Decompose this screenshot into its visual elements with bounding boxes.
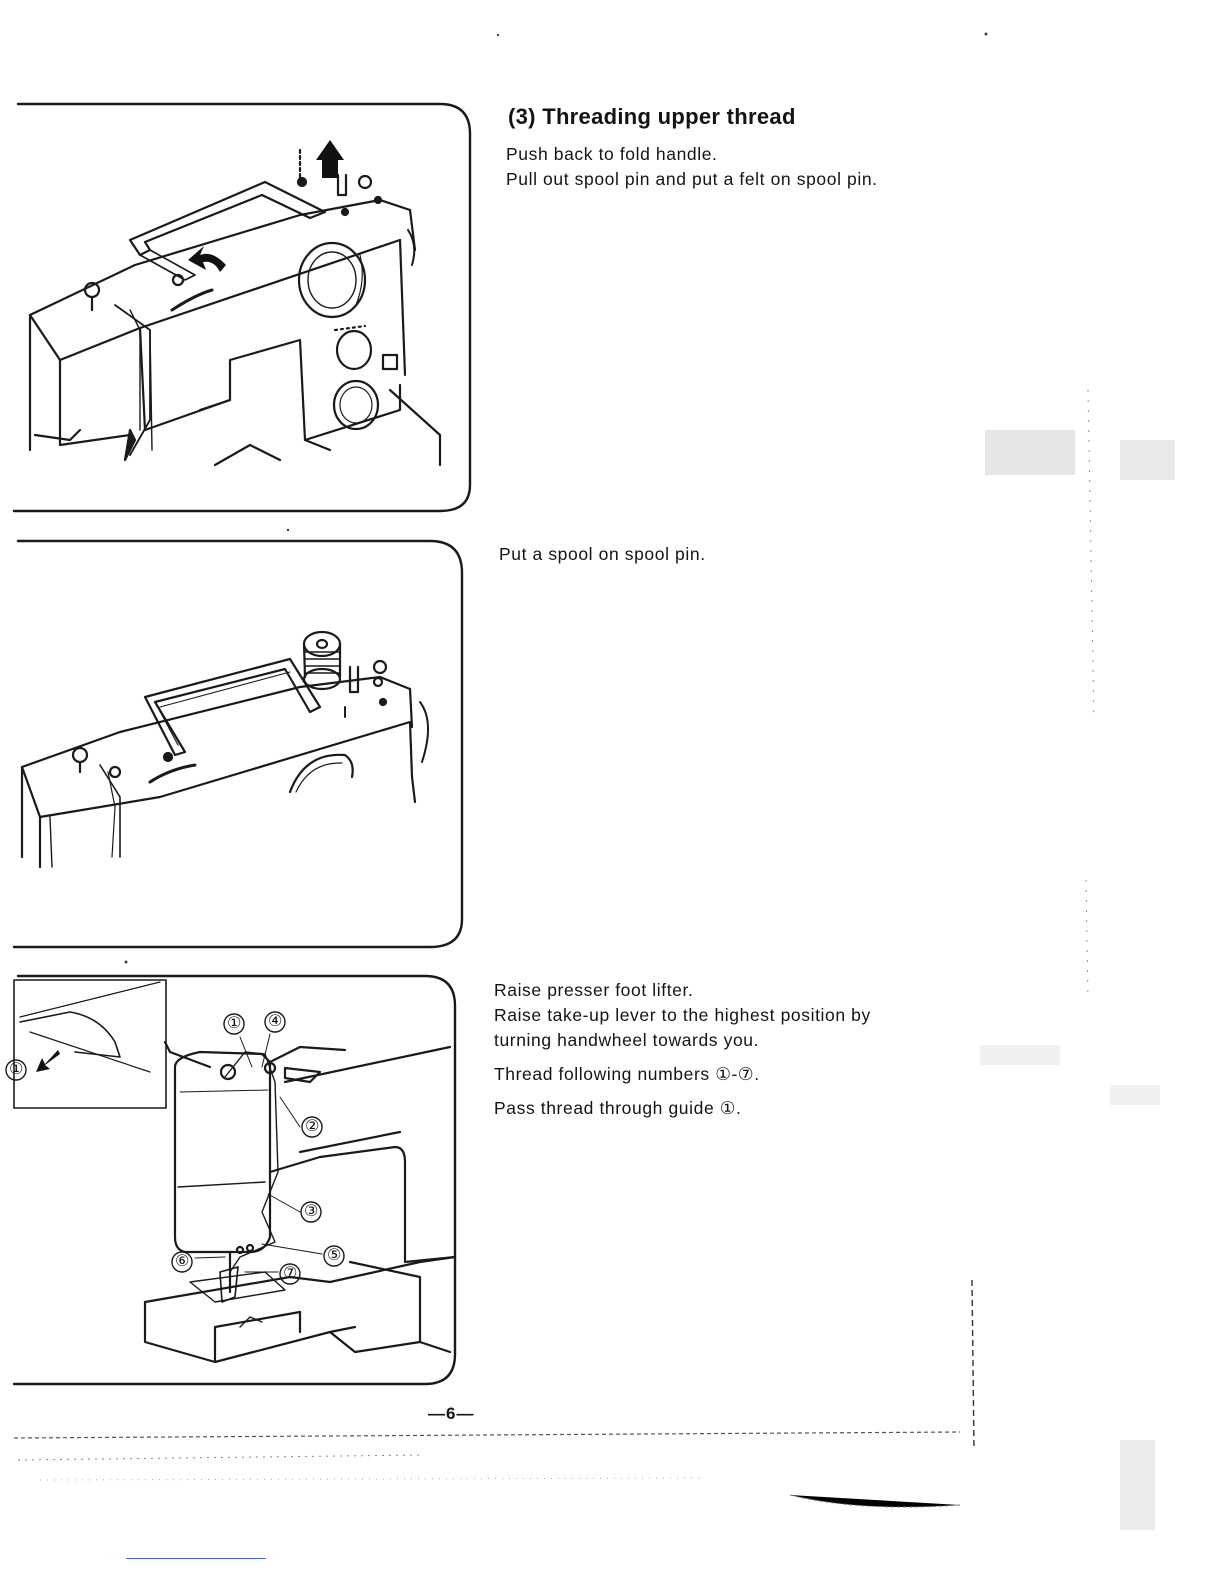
arrow-up-icon: [316, 140, 344, 178]
callout-2: ②: [305, 1118, 320, 1135]
scan-edge-line: [126, 1558, 266, 1559]
section-heading: (3) Threading upper thread: [508, 104, 796, 129]
handwheel: [299, 243, 365, 317]
arrow-down-left-icon: [36, 1050, 60, 1072]
step-3-line-2: Raise take-up lever to the highest position by: [494, 1005, 871, 1025]
callout-7: ⑦: [283, 1265, 298, 1282]
step-3-line-1: Raise presser foot lifter.: [494, 980, 694, 1000]
inset-callout-1: ①: [9, 1061, 24, 1078]
step-1-line-2: Pull out spool pin and put a felt on spool pin.: [506, 169, 878, 189]
step-3-guide: Pass thread through guide ①.: [494, 1098, 742, 1118]
illustration-spool: [0, 537, 470, 955]
step-2-text: [499, 542, 706, 567]
callout-4: ④: [268, 1013, 283, 1030]
panel-frame: [14, 541, 462, 947]
step-2-line-1: Put a spool on spool pin.: [499, 544, 706, 564]
step-3-thread-numbers: Thread following numbers ①-⑦.: [494, 1064, 760, 1084]
callout-1: ①: [227, 1015, 242, 1032]
illustration-thread-path: [0, 972, 460, 1392]
illustration-fold-handle: [0, 100, 475, 515]
arrow-curved-left-icon: [188, 246, 226, 272]
callout-3: ③: [304, 1203, 319, 1220]
page-number: —6—: [428, 1404, 475, 1423]
callout-5: ⑤: [327, 1247, 342, 1264]
step-3-line-3: turning handwheel towards you.: [494, 1030, 760, 1050]
step-3-text: [494, 978, 871, 1121]
step-1-line-1: Push back to fold handle.: [506, 144, 718, 164]
step-1-text: [506, 142, 878, 192]
callout-6: ⑥: [175, 1253, 190, 1270]
